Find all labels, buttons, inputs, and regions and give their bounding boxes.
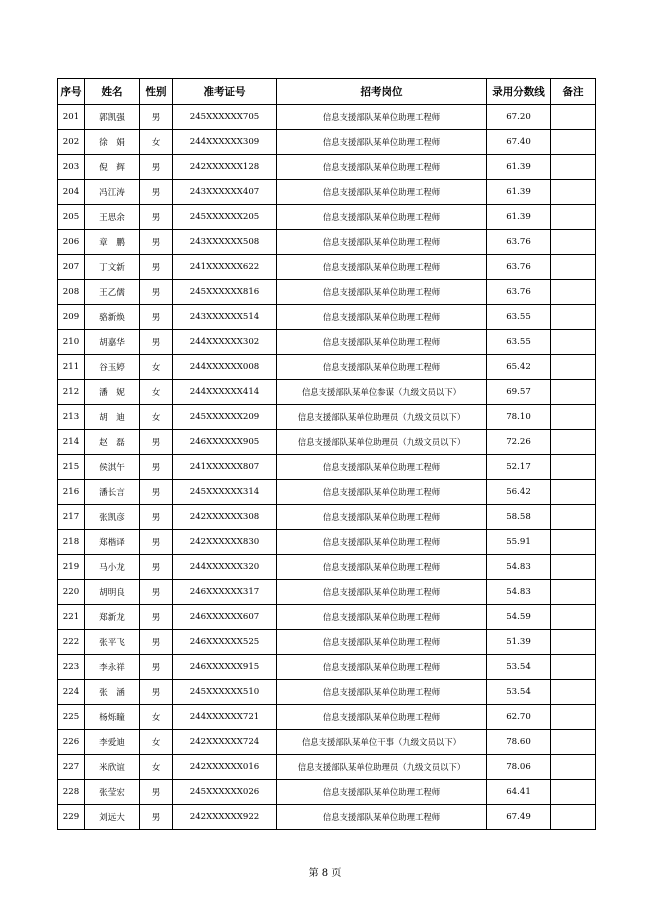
cell-seq: 217 (58, 505, 85, 530)
cell-note (551, 630, 596, 655)
cell-post: 信息支援部队某单位助理工程师 (277, 480, 487, 505)
cell-note (551, 130, 596, 155)
cell-sex: 女 (140, 130, 173, 155)
cell-post: 信息支援部队某单位助理工程师 (277, 680, 487, 705)
cell-sex: 男 (140, 280, 173, 305)
cell-note (551, 430, 596, 455)
header-name: 姓名 (85, 79, 140, 105)
cell-post: 信息支援部队某单位助理工程师 (277, 805, 487, 830)
cell-score: 67.20 (487, 105, 551, 130)
cell-seq: 227 (58, 755, 85, 780)
cell-name: 胡明良 (85, 580, 140, 605)
cell-exam-id: 244XXXXXX309 (173, 130, 277, 155)
cell-note (551, 230, 596, 255)
cell-exam-id: 244XXXXXX320 (173, 555, 277, 580)
cell-name: 冯江涛 (85, 180, 140, 205)
cell-score: 61.39 (487, 205, 551, 230)
cell-sex: 男 (140, 255, 173, 280)
cell-seq: 212 (58, 380, 85, 405)
cell-score: 69.57 (487, 380, 551, 405)
cell-seq: 224 (58, 680, 85, 705)
cell-seq: 210 (58, 330, 85, 355)
cell-sex: 男 (140, 180, 173, 205)
table-row (58, 680, 596, 705)
cell-seq: 204 (58, 180, 85, 205)
cell-exam-id: 246XXXXXX915 (173, 655, 277, 680)
cell-sex: 男 (140, 805, 173, 830)
table-row (58, 605, 596, 630)
cell-note (551, 555, 596, 580)
cell-exam-id: 242XXXXXX922 (173, 805, 277, 830)
cell-name: 张莹宏 (85, 780, 140, 805)
cell-post: 信息支援部队某单位助理工程师 (277, 355, 487, 380)
cell-sex: 女 (140, 730, 173, 755)
header-score: 录用分数线 (487, 79, 551, 105)
cell-exam-id: 245XXXXXX026 (173, 780, 277, 805)
header-post: 招考岗位 (277, 79, 487, 105)
cell-name: 潘 妮 (85, 380, 140, 405)
cell-name: 胡嘉华 (85, 330, 140, 355)
cell-sex: 女 (140, 405, 173, 430)
cell-exam-id: 245XXXXXX209 (173, 405, 277, 430)
cell-exam-id: 244XXXXXX008 (173, 355, 277, 380)
cell-note (551, 105, 596, 130)
cell-post: 信息支援部队某单位助理工程师 (277, 205, 487, 230)
cell-post: 信息支援部队某单位参谋（九级文员以下） (277, 380, 487, 405)
cell-exam-id: 241XXXXXX622 (173, 255, 277, 280)
cell-score: 63.76 (487, 255, 551, 280)
table-row (58, 305, 596, 330)
cell-sex: 男 (140, 630, 173, 655)
cell-score: 54.83 (487, 555, 551, 580)
cell-sex: 男 (140, 155, 173, 180)
cell-seq: 223 (58, 655, 85, 680)
cell-name: 章 鹏 (85, 230, 140, 255)
cell-note (551, 705, 596, 730)
cell-seq: 201 (58, 105, 85, 130)
cell-name: 骆新焕 (85, 305, 140, 330)
cell-post: 信息支援部队某单位助理工程师 (277, 505, 487, 530)
cell-name: 郑新龙 (85, 605, 140, 630)
cell-note (551, 180, 596, 205)
cell-note (551, 530, 596, 555)
cell-name: 李爱迪 (85, 730, 140, 755)
cell-sex: 女 (140, 355, 173, 380)
table-row (58, 455, 596, 480)
cell-post: 信息支援部队某单位助理工程师 (277, 630, 487, 655)
cell-post: 信息支援部队某单位助理工程师 (277, 180, 487, 205)
cell-score: 58.58 (487, 505, 551, 530)
table-row (58, 705, 596, 730)
cell-sex: 男 (140, 680, 173, 705)
cell-name: 郭凯强 (85, 105, 140, 130)
cell-score: 55.91 (487, 530, 551, 555)
cell-exam-id: 246XXXXXX905 (173, 430, 277, 455)
cell-seq: 203 (58, 155, 85, 180)
cell-exam-id: 242XXXXXX308 (173, 505, 277, 530)
cell-name: 王思余 (85, 205, 140, 230)
cell-note (551, 680, 596, 705)
cell-score: 61.39 (487, 155, 551, 180)
cell-sex: 男 (140, 330, 173, 355)
cell-sex: 男 (140, 655, 173, 680)
table-row (58, 180, 596, 205)
cell-score: 63.55 (487, 330, 551, 355)
cell-post: 信息支援部队某单位助理工程师 (277, 130, 487, 155)
cell-post: 信息支援部队某单位助理工程师 (277, 330, 487, 355)
cell-post: 信息支援部队某单位助理工程师 (277, 555, 487, 580)
cell-score: 54.83 (487, 580, 551, 605)
cell-post: 信息支援部队某单位助理工程师 (277, 230, 487, 255)
cell-sex: 女 (140, 380, 173, 405)
table-row (58, 555, 596, 580)
cell-name: 杨烁瞳 (85, 705, 140, 730)
cell-sex: 女 (140, 705, 173, 730)
cell-note (551, 605, 596, 630)
cell-seq: 228 (58, 780, 85, 805)
cell-exam-id: 245XXXXXX205 (173, 205, 277, 230)
results-table (57, 78, 596, 830)
table-row (58, 355, 596, 380)
cell-seq: 220 (58, 580, 85, 605)
cell-name: 倪 辉 (85, 155, 140, 180)
cell-exam-id: 242XXXXXX830 (173, 530, 277, 555)
cell-score: 67.40 (487, 130, 551, 155)
cell-exam-id: 245XXXXXX705 (173, 105, 277, 130)
cell-sex: 男 (140, 580, 173, 605)
cell-note (551, 205, 596, 230)
cell-name: 张 涵 (85, 680, 140, 705)
cell-post: 信息支援部队某单位助理员（九级文员以下） (277, 755, 487, 780)
cell-post: 信息支援部队某单位助理工程师 (277, 105, 487, 130)
header-exam-id: 准考证号 (173, 79, 277, 105)
table-row (58, 255, 596, 280)
cell-name: 徐 娟 (85, 130, 140, 155)
cell-sex: 男 (140, 430, 173, 455)
cell-score: 63.76 (487, 230, 551, 255)
cell-note (551, 455, 596, 480)
cell-name: 米欣谊 (85, 755, 140, 780)
cell-sex: 男 (140, 555, 173, 580)
cell-sex: 男 (140, 480, 173, 505)
cell-seq: 211 (58, 355, 85, 380)
cell-sex: 男 (140, 780, 173, 805)
table-row (58, 580, 596, 605)
table-row (58, 630, 596, 655)
cell-note (551, 405, 596, 430)
cell-name: 马小龙 (85, 555, 140, 580)
header-note: 备注 (551, 79, 596, 105)
cell-seq: 207 (58, 255, 85, 280)
cell-post: 信息支援部队某单位助理员（九级文员以下） (277, 430, 487, 455)
cell-name: 潘长言 (85, 480, 140, 505)
cell-seq: 226 (58, 730, 85, 755)
cell-score: 62.70 (487, 705, 551, 730)
header-sex: 性别 (140, 79, 173, 105)
cell-seq: 225 (58, 705, 85, 730)
table-row (58, 655, 596, 680)
cell-note (551, 255, 596, 280)
table-row (58, 755, 596, 780)
cell-name: 谷玉婷 (85, 355, 140, 380)
cell-score: 52.17 (487, 455, 551, 480)
cell-score: 78.60 (487, 730, 551, 755)
cell-note (551, 330, 596, 355)
cell-note (551, 780, 596, 805)
table-row (58, 105, 596, 130)
cell-seq: 216 (58, 480, 85, 505)
cell-post: 信息支援部队某单位助理工程师 (277, 280, 487, 305)
table-row (58, 155, 596, 180)
cell-sex: 男 (140, 505, 173, 530)
cell-score: 61.39 (487, 180, 551, 205)
cell-score: 53.54 (487, 655, 551, 680)
table-row (58, 505, 596, 530)
cell-seq: 222 (58, 630, 85, 655)
cell-seq: 208 (58, 280, 85, 305)
cell-seq: 205 (58, 205, 85, 230)
cell-score: 54.59 (487, 605, 551, 630)
cell-post: 信息支援部队某单位助理工程师 (277, 155, 487, 180)
cell-exam-id: 242XXXXXX016 (173, 755, 277, 780)
cell-exam-id: 244XXXXXX721 (173, 705, 277, 730)
cell-note (551, 655, 596, 680)
cell-name: 赵 磊 (85, 430, 140, 455)
cell-seq: 202 (58, 130, 85, 155)
cell-seq: 209 (58, 305, 85, 330)
cell-post: 信息支援部队某单位助理工程师 (277, 255, 487, 280)
cell-seq: 214 (58, 430, 85, 455)
cell-score: 51.39 (487, 630, 551, 655)
cell-seq: 213 (58, 405, 85, 430)
table-row (58, 230, 596, 255)
cell-sex: 男 (140, 105, 173, 130)
cell-exam-id: 241XXXXXX807 (173, 455, 277, 480)
cell-note (551, 505, 596, 530)
header-seq: 序号 (58, 79, 85, 105)
cell-exam-id: 243XXXXXX514 (173, 305, 277, 330)
cell-exam-id: 246XXXXXX317 (173, 580, 277, 605)
cell-sex: 男 (140, 230, 173, 255)
cell-exam-id: 242XXXXXX128 (173, 155, 277, 180)
table-row (58, 430, 596, 455)
table-row (58, 130, 596, 155)
cell-exam-id: 242XXXXXX724 (173, 730, 277, 755)
cell-note (551, 280, 596, 305)
cell-note (551, 155, 596, 180)
cell-seq: 219 (58, 555, 85, 580)
cell-post: 信息支援部队某单位助理工程师 (277, 305, 487, 330)
table-row (58, 405, 596, 430)
cell-name: 王乙儒 (85, 280, 140, 305)
cell-seq: 218 (58, 530, 85, 555)
cell-note (551, 580, 596, 605)
cell-post: 信息支援部队某单位助理工程师 (277, 705, 487, 730)
table-row (58, 205, 596, 230)
table-row (58, 330, 596, 355)
cell-sex: 女 (140, 755, 173, 780)
cell-sex: 男 (140, 455, 173, 480)
cell-score: 63.55 (487, 305, 551, 330)
table-header-row (58, 79, 596, 105)
cell-post: 信息支援部队某单位助理工程师 (277, 605, 487, 630)
cell-score: 56.42 (487, 480, 551, 505)
cell-score: 78.06 (487, 755, 551, 780)
cell-name: 胡 迪 (85, 405, 140, 430)
table-row (58, 530, 596, 555)
cell-score: 63.76 (487, 280, 551, 305)
cell-name: 李永祥 (85, 655, 140, 680)
cell-score: 72.26 (487, 430, 551, 455)
cell-note (551, 480, 596, 505)
cell-note (551, 805, 596, 830)
cell-name: 张平飞 (85, 630, 140, 655)
cell-exam-id: 244XXXXXX414 (173, 380, 277, 405)
cell-name: 郑楷译 (85, 530, 140, 555)
cell-note (551, 380, 596, 405)
table-row (58, 280, 596, 305)
cell-note (551, 305, 596, 330)
cell-name: 张凯彦 (85, 505, 140, 530)
cell-note (551, 730, 596, 755)
cell-post: 信息支援部队某单位助理工程师 (277, 455, 487, 480)
cell-post: 信息支援部队某单位助理工程师 (277, 530, 487, 555)
table-row (58, 730, 596, 755)
cell-seq: 206 (58, 230, 85, 255)
cell-post: 信息支援部队某单位干事（九级文员以下） (277, 730, 487, 755)
table-body (58, 105, 596, 830)
cell-score: 53.54 (487, 680, 551, 705)
cell-post: 信息支援部队某单位助理工程师 (277, 655, 487, 680)
cell-exam-id: 243XXXXXX508 (173, 230, 277, 255)
cell-exam-id: 245XXXXXX816 (173, 280, 277, 305)
table-row (58, 480, 596, 505)
table-row (58, 380, 596, 405)
cell-exam-id: 245XXXXXX510 (173, 680, 277, 705)
results-table-container (57, 78, 595, 830)
cell-sex: 男 (140, 305, 173, 330)
cell-name: 丁文新 (85, 255, 140, 280)
cell-score: 78.10 (487, 405, 551, 430)
cell-note (551, 755, 596, 780)
cell-name: 侯淇午 (85, 455, 140, 480)
cell-post: 信息支援部队某单位助理员（九级文员以下） (277, 405, 487, 430)
cell-score: 65.42 (487, 355, 551, 380)
cell-seq: 229 (58, 805, 85, 830)
cell-sex: 男 (140, 205, 173, 230)
cell-exam-id: 243XXXXXX407 (173, 180, 277, 205)
cell-seq: 215 (58, 455, 85, 480)
page-number: 第 8 页 (308, 868, 342, 879)
cell-post: 信息支援部队某单位助理工程师 (277, 580, 487, 605)
cell-name: 刘远大 (85, 805, 140, 830)
cell-exam-id: 246XXXXXX607 (173, 605, 277, 630)
cell-exam-id: 244XXXXXX302 (173, 330, 277, 355)
cell-sex: 男 (140, 530, 173, 555)
cell-exam-id: 245XXXXXX314 (173, 480, 277, 505)
cell-seq: 221 (58, 605, 85, 630)
table-row (58, 780, 596, 805)
table-row (58, 805, 596, 830)
cell-score: 67.49 (487, 805, 551, 830)
cell-post: 信息支援部队某单位助理工程师 (277, 780, 487, 805)
cell-sex: 男 (140, 605, 173, 630)
cell-note (551, 355, 596, 380)
cell-score: 64.41 (487, 780, 551, 805)
cell-exam-id: 246XXXXXX525 (173, 630, 277, 655)
